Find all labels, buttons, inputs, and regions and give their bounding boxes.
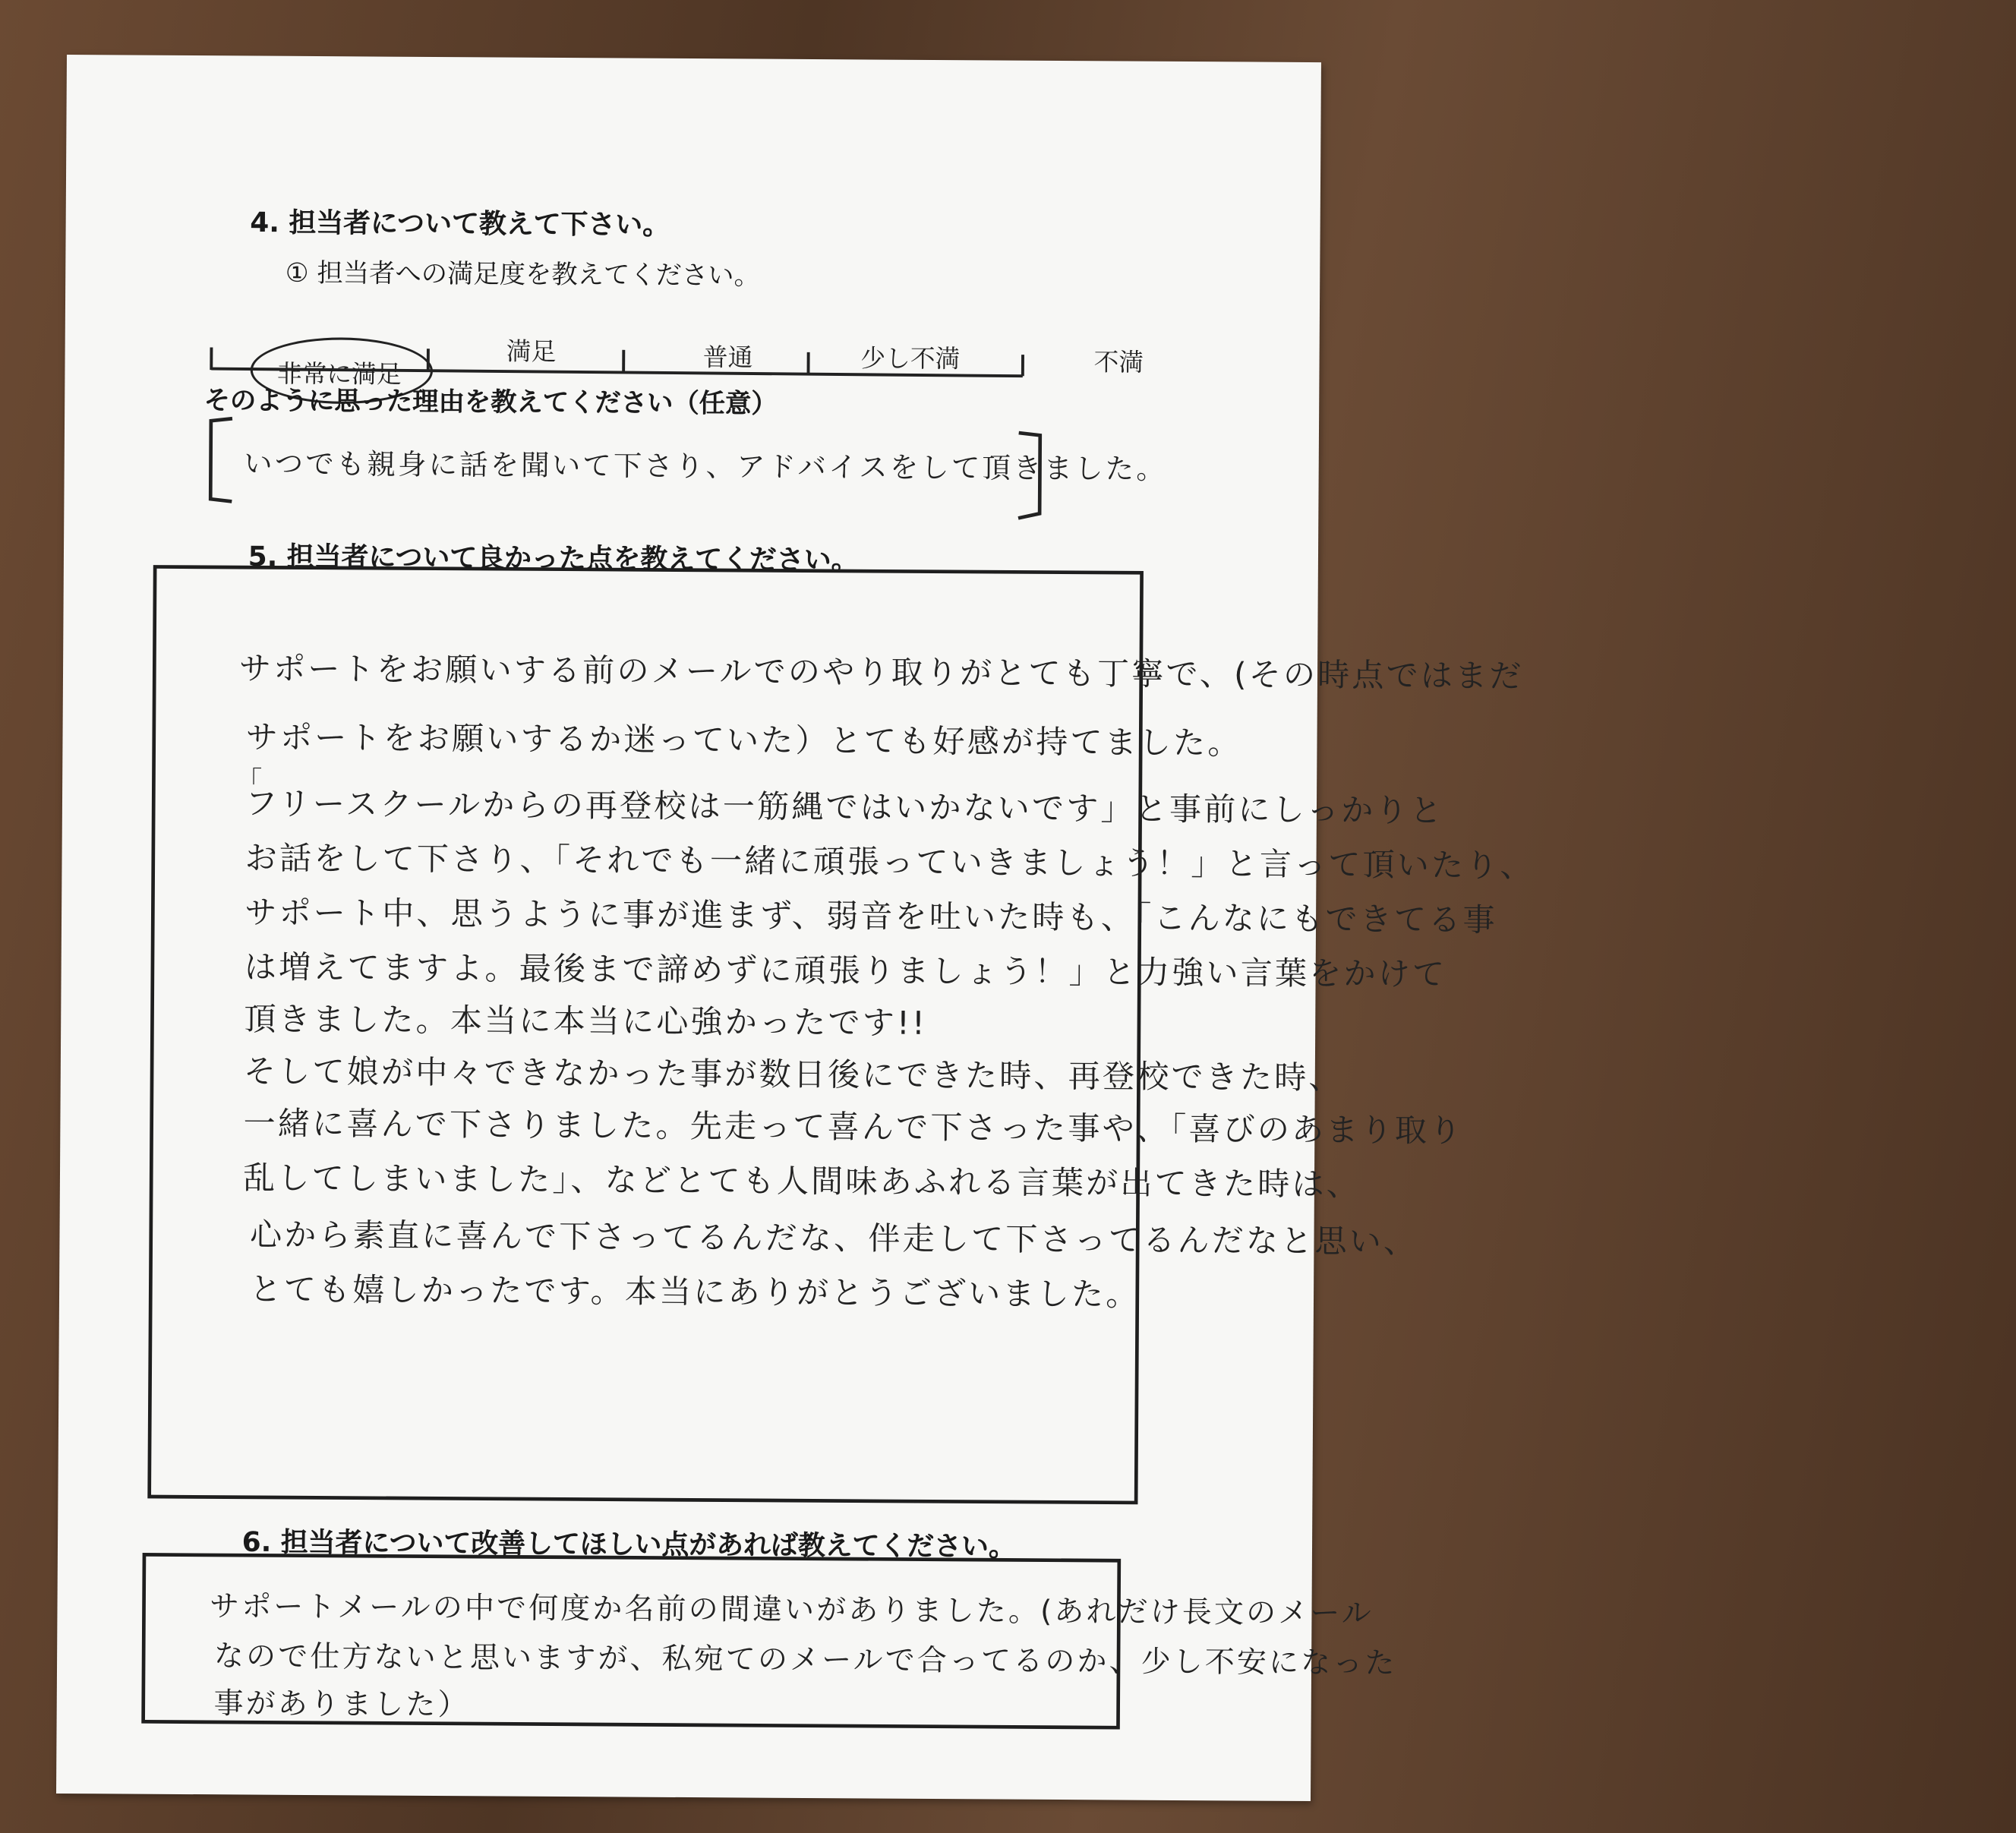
q5-line-6: サポート中、思うように事が進まず、弱音を吐いた時も、「こんなにもできてる事 xyxy=(245,894,1497,939)
q5-line-9: そして娘が中々できなかった事が数日後にできた時、再登校できた時、 xyxy=(243,1053,1343,1097)
q6-line-2: なので仕方ないと思いますが、私宛てのメールで合ってるのか、少し不安になった xyxy=(213,1638,1397,1680)
scale-option-dissatisfied: 不満 xyxy=(1093,348,1144,377)
q5-line-12: 心から素直に喜んで下さってるんだな、伴走して下さってるんだなと思い、 xyxy=(249,1216,1418,1261)
q5-line-8: 頂きました。本当に本当に心強かったです!! xyxy=(244,1001,928,1043)
question-4-heading: 4. 担当者について教えて下さい。 xyxy=(250,207,670,241)
q5-line-1: サポートをお願いする前のメールでのやり取りがとても丁寧で、(その時点ではまだ xyxy=(238,651,1524,696)
scale-option-neutral: 普通 xyxy=(702,343,753,372)
scale-option-satisfied: 満足 xyxy=(506,337,557,367)
q5-line-7: は増えてますよ。最後まで諦めずに頑張りましょう！」と力強い言葉をかけて xyxy=(244,949,1447,994)
question-5-answer-box xyxy=(147,565,1535,1504)
q5-line-4: フリースクールからの再登校は一筋縄ではいかないです」と事前にしっかりと xyxy=(245,785,1445,830)
question-6-heading: 6. 担当者について改善してほしい点があれば教えてください。 xyxy=(241,1527,1017,1563)
scale-option-very-satisfied: 非常に満足 xyxy=(276,359,402,390)
q5-line-13: とても嬉しかったです。本当にありがとうございました。 xyxy=(249,1271,1141,1314)
question-6-answer-box xyxy=(141,1553,1397,1730)
question-5-heading: 5. 担当者について良かった点を教えてください。 xyxy=(248,541,859,577)
q5-line-3: 「 xyxy=(235,766,265,797)
reason-answer: いつでも親身に話を聞いて下さり、アドバイスをして頂きました。 xyxy=(244,446,1167,486)
q5-line-5: お話をして下さり、「それでも一緒に頑張っていきましょう！」と言って頂いたり、 xyxy=(245,840,1535,885)
q5-line-11: 乱してしまいました」、などとても人間味あふれる言葉が出てきた時は、 xyxy=(242,1159,1361,1204)
question-4-sub: ① 担当者への満足度を教えてください。 xyxy=(285,259,760,292)
q5-line-10: 一緒に喜んで下さりました。先走って喜んで下さった事や、「喜びのあまり取り xyxy=(243,1106,1464,1150)
reason-label: そのように思った理由を教えてください（任意） xyxy=(203,386,778,420)
q6-line-3: 事がありました） xyxy=(213,1686,470,1722)
questionnaire-sheet xyxy=(56,55,1535,1801)
reason-brackets xyxy=(56,24,2016,605)
q5-line-2: サポートをお願いするか迷っていた）とても好感が持てました。 xyxy=(245,719,1242,762)
scale-option-somewhat-dissatisfied: 少し不満 xyxy=(860,344,961,374)
q6-line-1: サポートメールの中で何度か名前の間違いがありました。(あれだけ長文のメール xyxy=(209,1588,1374,1630)
